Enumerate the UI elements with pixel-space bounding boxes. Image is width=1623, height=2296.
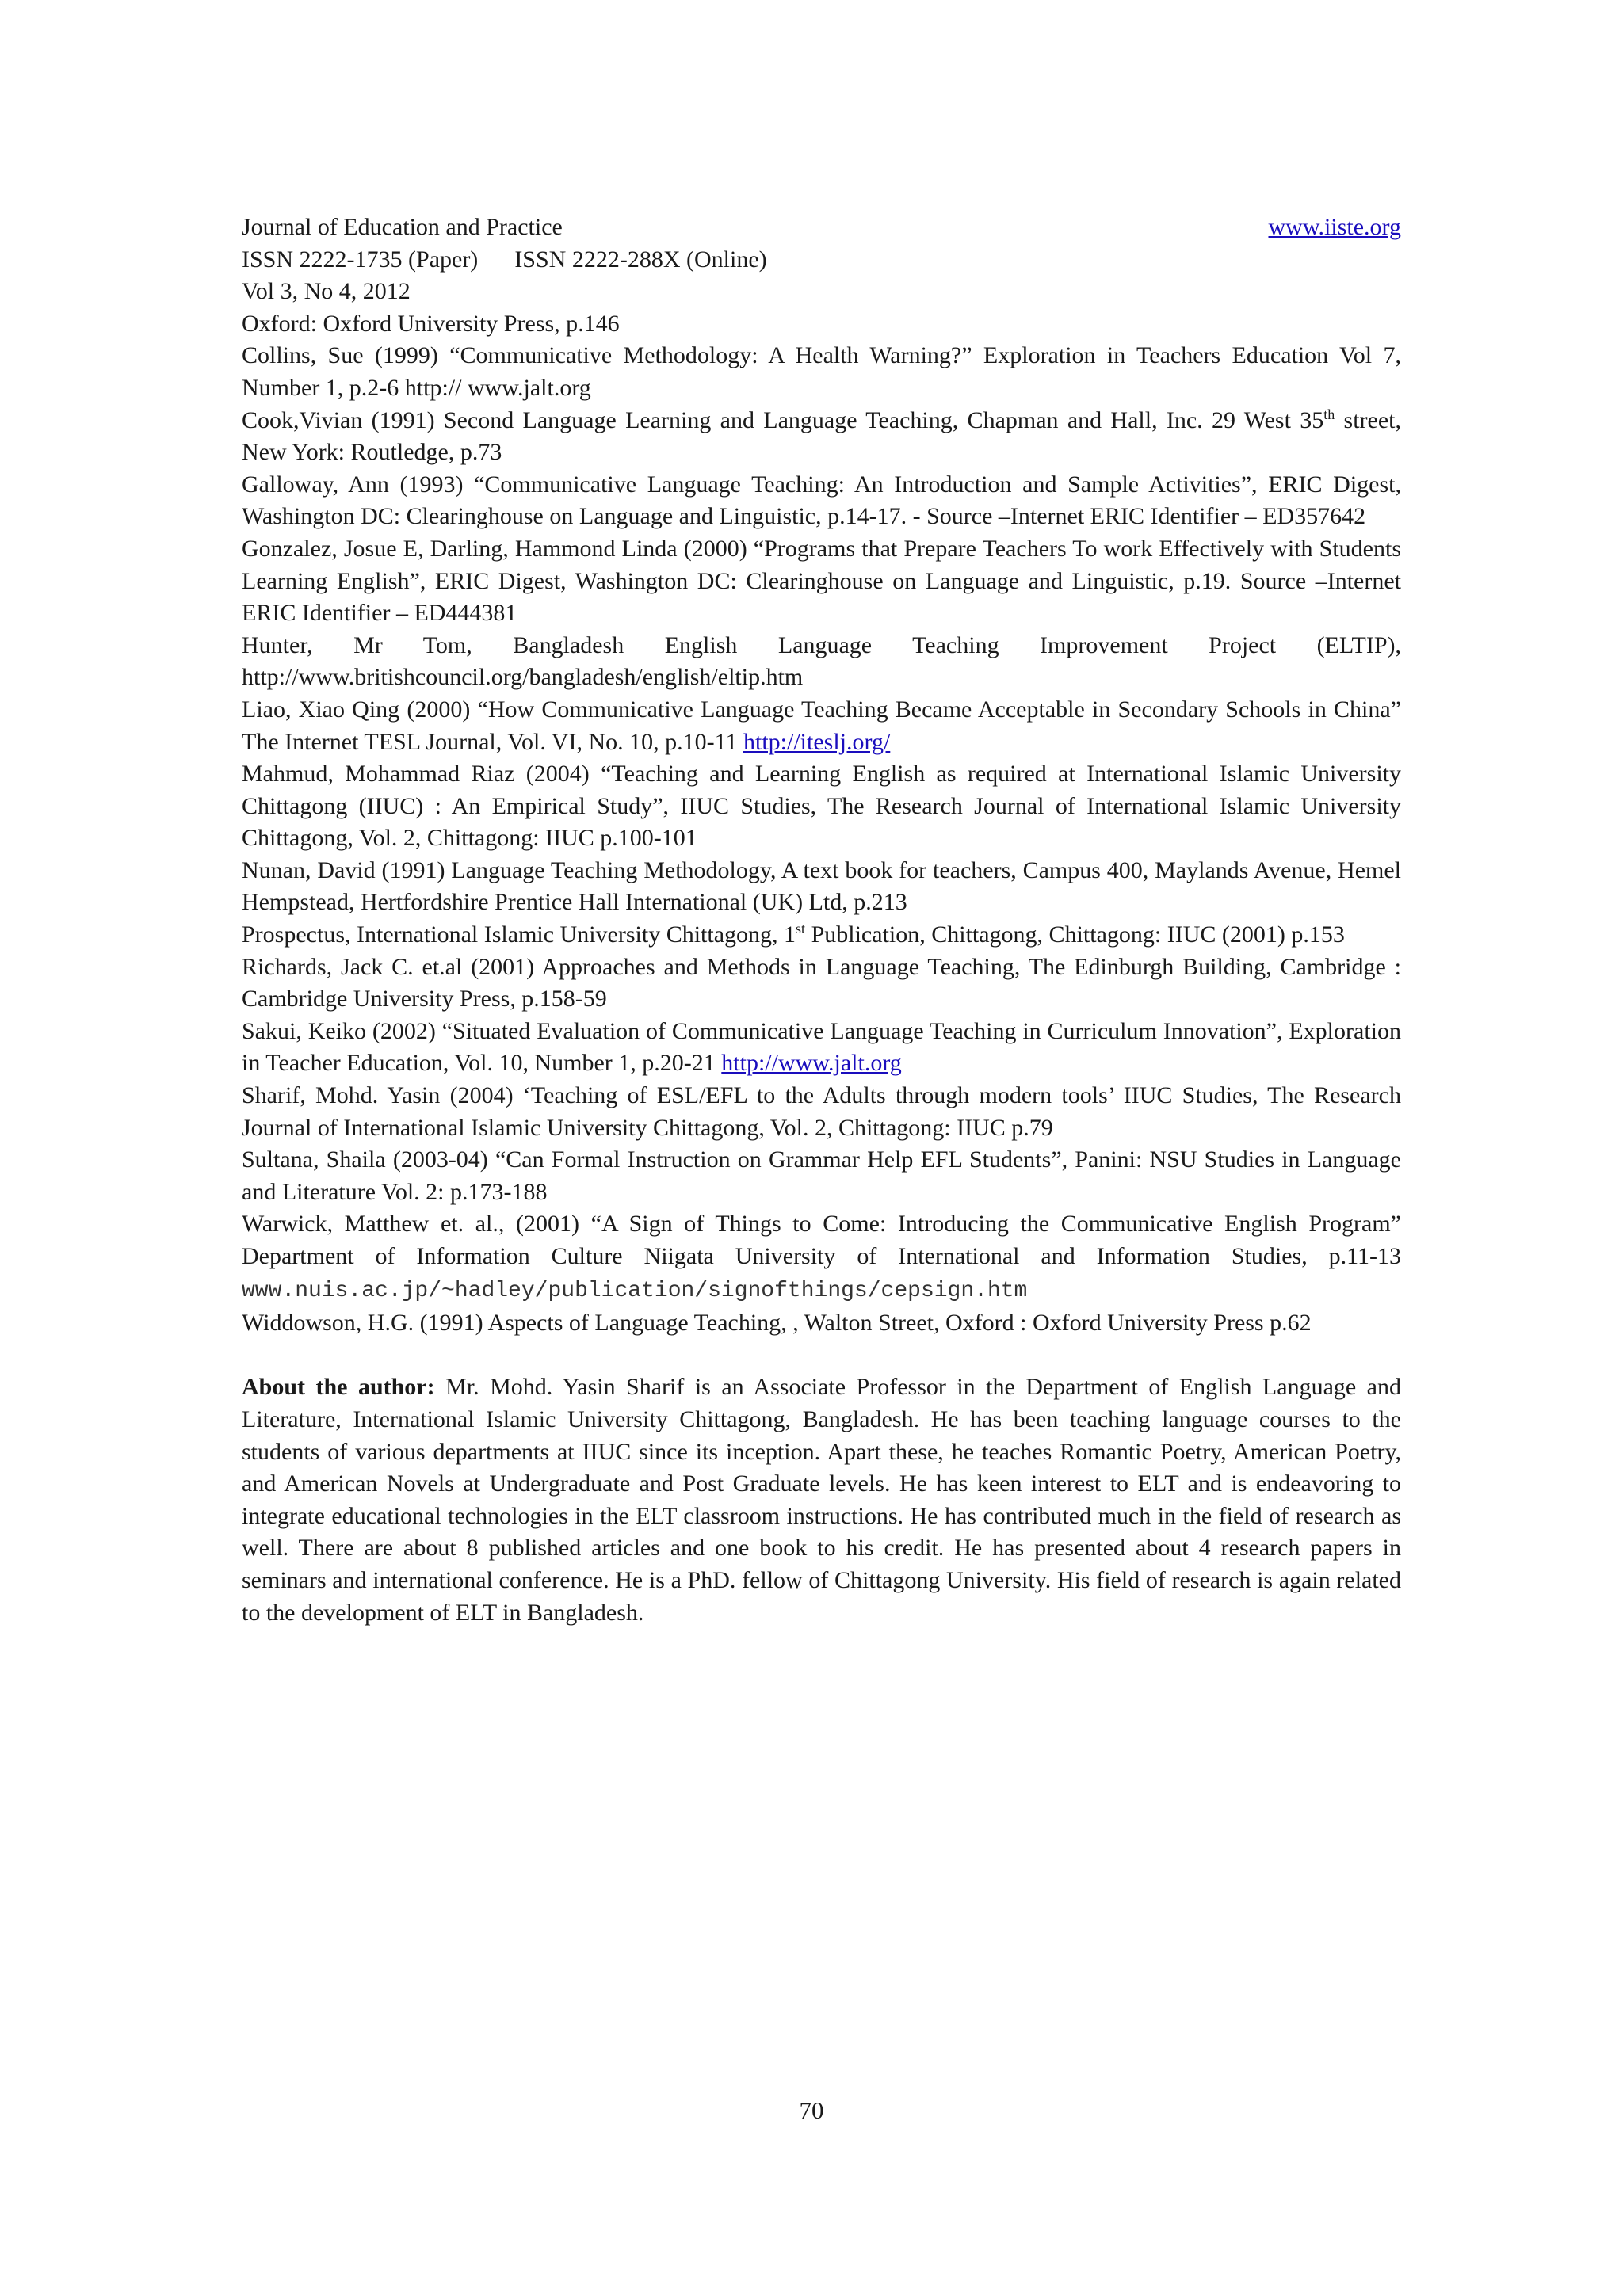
reference-item: Mahmud, Mohammad Riaz (2004) “Teaching and Learning English as required at International Islamic University Chittagong (IIUC) : An Empirical Study”, IIUC Studies, The Research Journal of International Islamic University Chittagong, Vol. 2, Chittagong: IIUC p.100-101: [242, 761, 1401, 852]
reference-item: Galloway, Ann (1993) “Communicative Language Teaching: An Introduction and Sample Activities”, ERIC Digest, Washington DC: Clearinghouse on Language and Linguistic, p.14-17. - Source –Internet ERIC Identifier – ED357642: [242, 471, 1401, 530]
reference-item: Prospectus, International Islamic University Chittagong, 1st Publication, Chittagong, Chittagong: IIUC (2001) p.153: [242, 921, 1345, 948]
reference-url: www.nuis.ac.jp/~hadley/publication/signofthings/cepsign.htm: [242, 1278, 1028, 1303]
reference-item: Widdowson, H.G. (1991) Aspects of Language Teaching, , Walton Street, Oxford : Oxford University Press p.62: [242, 1310, 1312, 1337]
journal-header: [242, 212, 1401, 244]
issn-paper: ISSN 2222-1735 (Paper): [242, 246, 479, 273]
about-author-label: About the author:: [242, 1374, 435, 1401]
website-link[interactable]: www.iiste.org: [1268, 214, 1401, 240]
reference-item: Sakui, Keiko (2002) “Situated Evaluation of Communicative Language Teaching in Curriculum Innovation”, Exploration in Teacher Education, Vol. 10, Number 1, p.20-21 http://www.jalt.org: [242, 1017, 1401, 1077]
reference-item: Gonzalez, Josue E, Darling, Hammond Linda (2000) “Programs that Prepare Teachers To work Effectively with Students Learning English”, ERIC Digest, Washington DC: Clearinghouse on Language and Linguistic, p.19. Source –Internet ERIC Identifier – ED444381: [242, 535, 1401, 627]
volume-line: [242, 276, 1401, 308]
about-author-text: Mr. Mohd. Yasin Sharif is an Associate Professor in the Department of English Language and Literature, International Islamic University Chittagong, Bangladesh. He has been teaching language courses to the students of various departments at IIUC since its inception. Apart these, he teaches Romantic Poetry, American Poetry, and American Novels at Undergraduate and Post Graduate levels. He has keen interest to ELT and is endeavoring to integrate educational technologies in the ELT classroom instructions. He has contributed much in the field of research as well. There are about 8 published articles and one book to his credit. He has presented about 4 research papers in seminars and international conference. He is a PhD. fellow of Chittagong University. His field of research is again related to the development of ELT in Bangladesh.: [242, 1374, 1401, 1626]
reference-item: Hunter, Mr Tom, Bangladesh English Language Teaching Improvement Project (ELTIP), http://www.britishcouncil.org/bangladesh/english/eltip.htm: [242, 631, 1401, 691]
page-content: [242, 212, 1401, 1653]
reference-item: Collins, Sue (1999) “Communicative Methodology: A Health Warning?” Exploration in Teachers Education Vol 7, Number 1, p.2-6 http:// www.jalt.org: [242, 342, 1401, 401]
about-author: [242, 1371, 1401, 1629]
journal-title: Journal of Education and Practice: [242, 214, 563, 240]
reference-link[interactable]: http://www.jalt.org: [721, 1050, 902, 1077]
reference-item: Sultana, Shaila (2003-04) “Can Formal Instruction on Grammar Help EFL Students”, Panini: NSU Studies in Language and Literature Vol. 2: p.173-188: [242, 1146, 1401, 1205]
reference-item: Liao, Xiao Qing (2000) “How Communicative Language Teaching Became Acceptable in Secondary Schools in China” The Internet TESL Journal, Vol. VI, No. 10, p.10-11 http://iteslj.org/: [242, 696, 1401, 755]
reference-item: Oxford: Oxford University Press, p.146: [242, 310, 620, 337]
page-number: 70: [799, 2096, 824, 2124]
reference-link[interactable]: http://iteslj.org/: [743, 728, 891, 755]
reference-item: Cook,Vivian (1991) Second Language Learning and Language Teaching, Chapman and Hall, Inc. 29 West 35th street, New York: Routledge, p.73: [242, 406, 1401, 466]
reference-list: [242, 308, 1401, 1340]
issn-online: ISSN 2222-288X (Online): [514, 246, 767, 273]
reference-item: Richards, Jack C. et.al (2001) Approaches and Methods in Language Teaching, The Edinburgh Building, Cambridge : Cambridge University Press, p.158-59: [242, 953, 1401, 1013]
reference-item: Nunan, David (1991) Language Teaching Methodology, A text book for teachers, Campus 400, Maylands Avenue, Hemel Hempstead, Hertfordshire Prentice Hall International (UK) Ltd, p.213: [242, 856, 1401, 916]
volume: Vol 3, No 4, 2012: [242, 278, 411, 305]
reference-item: Warwick, Matthew et. al., (2001) “A Sign of Things to Come: Introducing the Communicative English Program” Department of Information Culture Niigata University of International and Information Studies, p.11-13 www.nuis.ac.jp/~hadley/publication/signofthings/cepsign.htm: [242, 1211, 1401, 1303]
issn-line: [242, 244, 1401, 277]
reference-item: Sharif, Mohd. Yasin (2004) ‘Teaching of ESL/EFL to the Adults through modern tools’ IIUC Studies, The Research Journal of International Islamic University Chittagong, Vol. 2, Chittagong: IIUC p.79: [242, 1082, 1401, 1141]
